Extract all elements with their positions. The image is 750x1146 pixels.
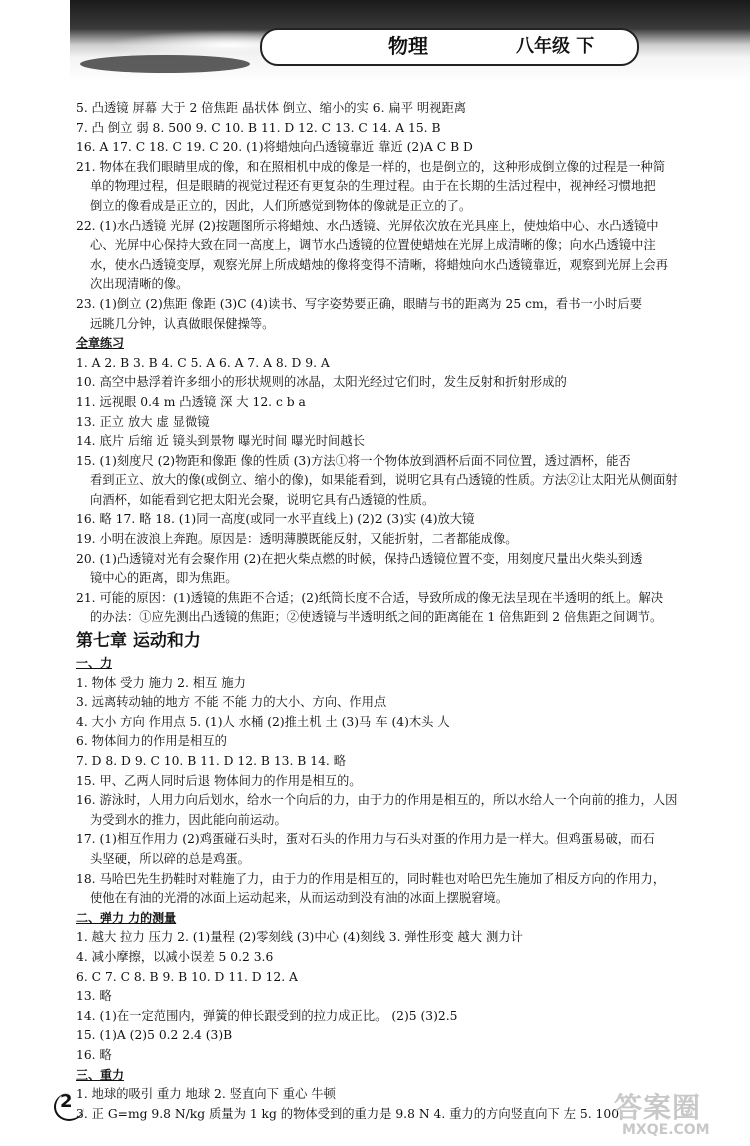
answer-line: 单的物理过程，但是眼睛的视觉过程还有更复杂的生理过程。由于在长期的生活过程中，视神经习惯地把	[90, 179, 656, 194]
answer-line: 1. 物体 受力 施力 2. 相互 施力	[76, 675, 246, 690]
answer-line: 1. A 2. B 3. B 4. C 5. A 6. A 7. A 8. D 9. A	[76, 355, 330, 370]
answer-line: 13. 正立 放大 虚 显微镜	[76, 414, 210, 429]
answer-line: 心、光屏中心保持大致在同一高度上，调节水凸透镜的位置使蜡烛在光屏上成清晰的像；向水凸透镜中注	[90, 238, 656, 253]
answer-line: 22. (1)水凸透镜 光屏 (2)按题图所示将蜡烛、水凸透镜、光屏依次放在光具座上，使烛焰中心、水凸透镜中	[76, 218, 659, 233]
answer-line: 1. 越大 拉力 压力 2. (1)量程 (2)零刻线 (3)中心 (4)刻线 3. 弹性形变 越大 测力计	[76, 930, 523, 945]
watermark	[614, 1086, 740, 1142]
section-heading: 全章练习	[76, 336, 125, 351]
section-heading: 三、重力	[76, 1067, 125, 1082]
answer-line: 镜中心的距离，即为焦距。	[90, 571, 238, 586]
chapter-heading: 第七章 运动和力	[76, 631, 201, 652]
answer-line: 11. 远视眼 0.4 m 凸透镜 深 大 12. c b a	[76, 394, 306, 409]
answer-line: 使他在有油的光滑的冰面上运动起来，从而运动到没有油的冰面上摆脱窘境。	[90, 891, 509, 906]
answer-line: 看到正立、放大的像(或倒立、缩小的像)，如果能看到，说明它具有凸透镜的性质。方法②让太阳光从侧面射	[90, 473, 678, 488]
answer-line: 13. 略	[76, 989, 112, 1004]
page-number	[60, 1091, 82, 1113]
answer-line: 远眺几分钟，认真做眼保健操等。	[90, 316, 275, 331]
banner-wave-shadow	[80, 55, 250, 73]
answer-line: 16. 略 17. 略 18. (1)同一高度(或同一水平直线上) (2)2 (3)实 (4)放大镜	[76, 512, 475, 527]
answer-line: 15. (1)刻度尺 (2)物距和像距 像的性质 (3)方法①将一个物体放到酒杯后面不同位置，透过酒杯，能否	[76, 453, 631, 468]
answer-line: 15. 甲、乙两人同时后退 物体间力的作用是相互的。	[76, 773, 362, 788]
answer-line: 的办法：①应先测出凸透镜的焦距；②使透镜与半透明纸之间的距离能在 1 倍焦距到 2 倍焦距之间调节。	[90, 610, 663, 625]
answer-line: 10. 高空中悬浮着许多细小的形状规则的冰晶，太阳光经过它们时，发生反射和折射形成的	[76, 375, 567, 390]
answer-line: 20. (1)凸透镜对光有会聚作用 (2)在把火柴点燃的时候，保持凸透镜位置不变，用刻度尺量出火柴头到透	[76, 551, 643, 566]
answer-line: 5. 凸透镜 屏幕 大于 2 倍焦距 晶状体 倒立、缩小的实 6. 扁平 明视距离	[76, 101, 467, 115]
watermark-text: 答案圈	[614, 1091, 702, 1124]
answer-line: 1. 地球的吸引 重力 地球 2. 竖直向下 重心 牛顿	[76, 1087, 336, 1102]
answer-line: 16. A 17. C 18. C 19. C 20. (1)将蜡烛向凸透镜靠近 靠近 (2)A C B D	[76, 140, 473, 155]
answer-line: 16. 游泳时，人用力向后划水，给水一个向后的力，由于力的作用是相互的，所以水给人一个向前的推力，人因	[76, 793, 678, 808]
answer-line: 向酒杯，如能看到它把太阳光会聚，说明它具有凸透镜的性质。	[90, 492, 435, 507]
answer-line: 23. (1)倒立 (2)焦距 像距 (3)C (4)读书、写字姿势要正确，眼睛与书的距离为 25 cm，看书一小时后要	[76, 296, 642, 311]
answer-line: 次出现清晰的像。	[90, 277, 189, 292]
grade-label: 八年级 下	[516, 36, 595, 57]
answer-line: 21. 可能的原因：(1)透镜的焦距不合适；(2)纸筒长度不合适，导致所成的像无法呈现在半透明的纸上。解决	[76, 590, 664, 605]
answer-content	[76, 99, 726, 1124]
answer-line: 倒立的像看成是正立的，因此，人们所感觉到物体的像就是正立的了。	[90, 198, 472, 213]
answer-line: 4. 大小 方向 作用点 5. (1)人 水桶 (2)推土机 土 (3)马 车 (4)木头 人	[76, 714, 450, 729]
answer-line: 17. (1)相互作用力 (2)鸡蛋碰石头时，蛋对石头的作用力与石头对蛋的作用力是一样大。但鸡蛋易破，而石	[76, 832, 655, 847]
answer-line: 16. 略	[76, 1047, 112, 1062]
answer-line: 为受到水的推力，因此能向前运动。	[90, 812, 287, 827]
answer-line: 头坚硬，所以碎的总是鸡蛋。	[90, 851, 250, 866]
answer-line: 3. 正 G=mg 9.8 N/kg 质量为 1 kg 的物体受到的重力是 9.8 N 4. 重力的方向竖直向下 左 5. 100	[76, 1106, 620, 1121]
answer-line: 6. C 7. C 8. B 9. B 10. D 11. D 12. A	[76, 969, 298, 984]
answer-line: 7. D 8. D 9. C 10. B 11. D 12. B 13. B 14. 略	[76, 754, 347, 768]
answer-line: 14. (1)在一定范围内，弹簧的伸长跟受到的拉力成正比。 (2)5 (3)2.5	[76, 1008, 458, 1023]
answer-line: 15. (1)A (2)5 0.2 2.4 (3)B	[76, 1028, 233, 1043]
page-number-text: 2	[60, 1091, 73, 1112]
answer-line: 6. 物体间力的作用是相互的	[76, 734, 227, 749]
subject-title: 物理	[388, 34, 428, 58]
answer-line: 7. 凸 倒立 弱 8. 500 9. C 10. B 11. D 12. C 13. C 14. A 15. B	[76, 120, 441, 135]
answer-line: 19. 小明在波浪上奔跑。原因是：透明薄膜既能反射，又能折射，二者都能成像。	[76, 532, 518, 547]
answer-line: 18. 马哈巴先生扔鞋时对鞋施了力，由于力的作用是相互的，同时鞋也对哈巴先生施加了相反方向的作用力，	[76, 871, 666, 886]
page-number-arc	[54, 1093, 84, 1121]
answer-line: 3. 远离转动轴的地方 不能 不能 力的大小、方向、作用点	[76, 695, 387, 710]
answer-line: 21. 物体在我们眼睛里成的像，和在照相机中成的像是一样的，也是倒立的，这种形成倒立像的过程是一种简	[76, 159, 666, 174]
answer-line: 14. 底片 后缩 近 镜头到景物 曝光时间 曝光时间越长	[76, 434, 365, 449]
section-heading: 二、弹力 力的测量	[76, 910, 177, 925]
page-header	[70, 0, 750, 82]
answer-line: 4. 减小摩擦，以减小误差 5 0.2 3.6	[76, 949, 274, 964]
answer-line: 水，使水凸透镜变厚，观察光屏上所成蜡烛的像将变得不清晰，将蜡烛向水凸透镜靠近，观察到光屏上会再	[90, 257, 668, 272]
watermark-url: MXQE.COM	[622, 1122, 710, 1138]
section-heading: 一、力	[76, 656, 113, 671]
